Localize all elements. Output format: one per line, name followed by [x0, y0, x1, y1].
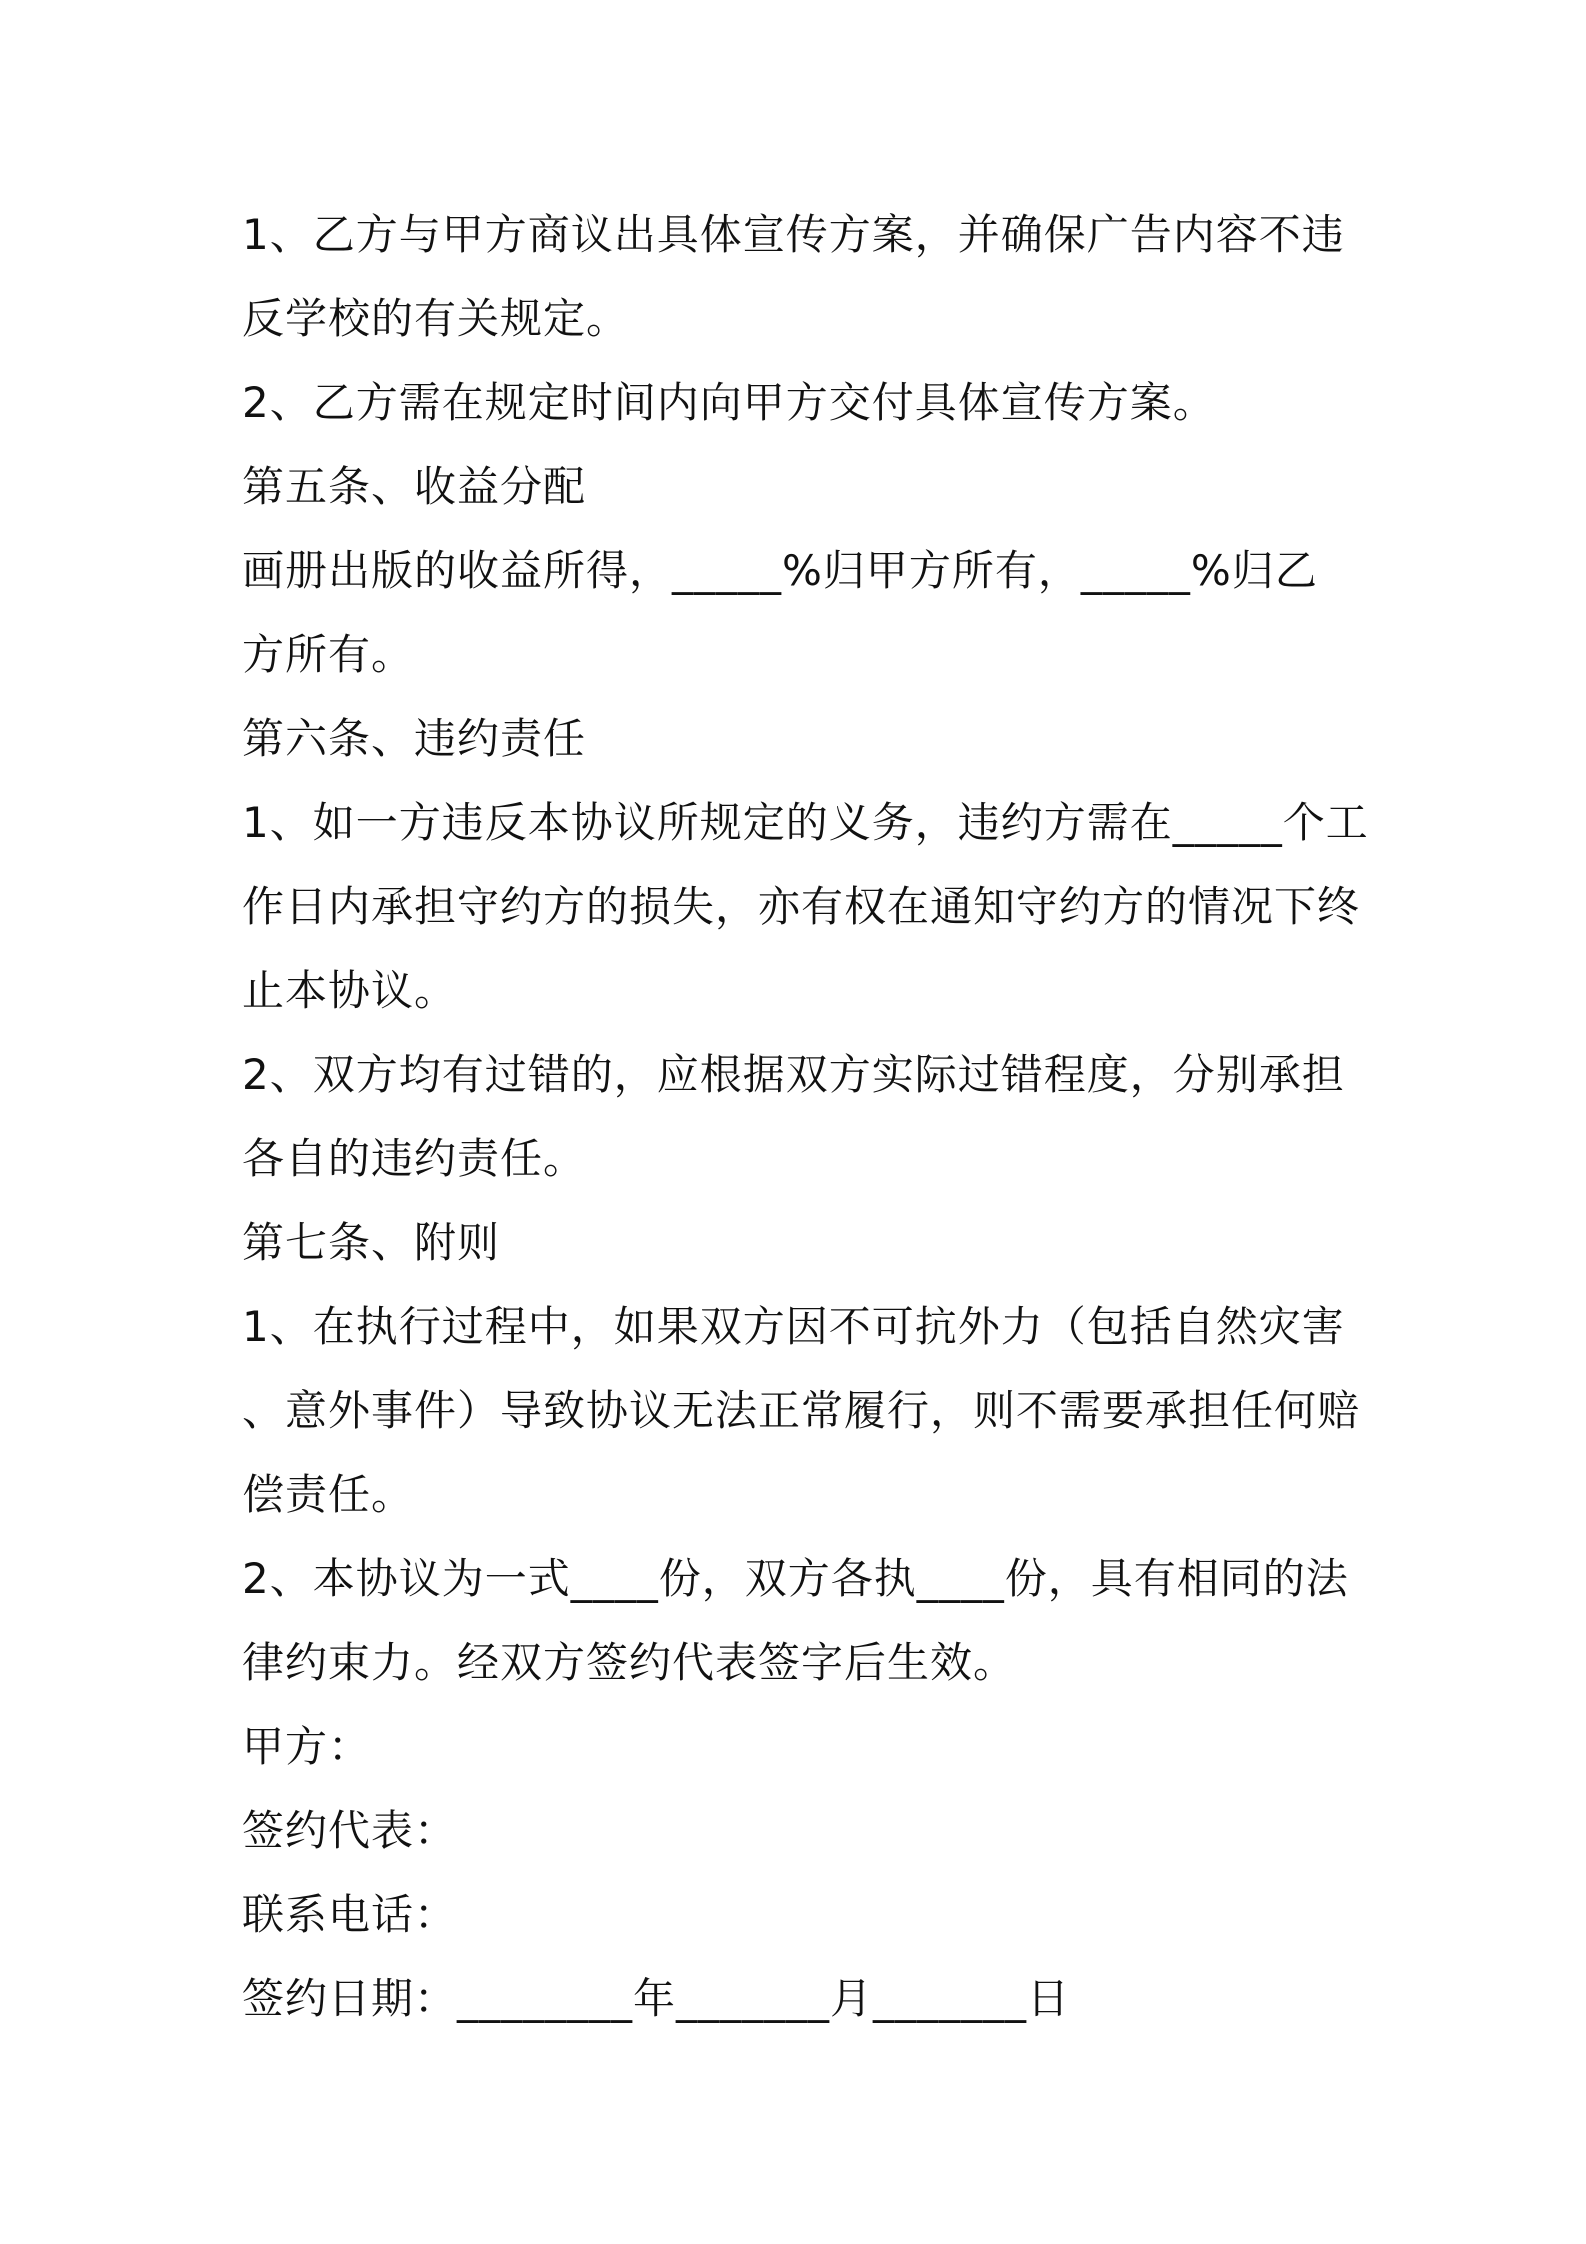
clause-7-item-2-line-1: 2、本协议为一式____份，双方各执____份，具有相同的法 — [242, 1554, 1349, 1603]
clause-6-item-2-line-2: 各自的违约责任。 — [242, 1134, 587, 1183]
clause-6-item-1-line-3: 止本协议。 — [242, 966, 458, 1015]
clause-7-item-1-line-2: 、意外事件）导致协议无法正常履行，则不需要承担任何赔 — [242, 1386, 1361, 1435]
clause-5-heading: 第五条、收益分配 — [242, 462, 587, 511]
clause-7-heading: 第七条、附则 — [242, 1218, 501, 1267]
clause-4-item-1-line-2: 反学校的有关规定。 — [242, 294, 630, 343]
signing-date-label: 签约日期：________年_______月_______日 — [242, 1974, 1071, 2023]
clause-5-text-line-2: 方所有。 — [242, 630, 415, 679]
clause-7-item-1-line-1: 1、在执行过程中，如果双方因不可抗外力（包括自然灾害 — [242, 1302, 1345, 1351]
agreement-text — [242, 193, 1369, 2041]
clause-6-heading: 第六条、违约责任 — [242, 714, 587, 763]
clause-6-item-1-line-2: 作日内承担守约方的损失，亦有权在通知守约方的情况下终 — [242, 882, 1361, 931]
clause-5-text-line-1: 画册出版的收益所得，_____%归甲方所有，_____%归乙 — [242, 546, 1318, 595]
clause-6-item-2-line-1: 2、双方均有过错的，应根据双方实际过错程度，分别承担 — [242, 1050, 1345, 1099]
contact-phone-label: 联系电话： — [242, 1890, 458, 1939]
clause-4-item-2: 2、乙方需在规定时间内向甲方交付具体宣传方案。 — [242, 378, 1216, 427]
clause-7-item-1-line-3: 偿责任。 — [242, 1470, 415, 1519]
clause-4-item-1-line-1: 1、乙方与甲方商议出具体宣传方案，并确保广告内容不违 — [242, 210, 1345, 259]
clause-6-item-1-line-1: 1、如一方违反本协议所规定的义务，违约方需在_____个工 — [242, 798, 1369, 847]
party-a-label: 甲方： — [242, 1722, 372, 1771]
signing-representative-label: 签约代表： — [242, 1806, 458, 1855]
clause-7-item-2-line-2: 律约束力。经双方签约代表签字后生效。 — [242, 1638, 1017, 1687]
